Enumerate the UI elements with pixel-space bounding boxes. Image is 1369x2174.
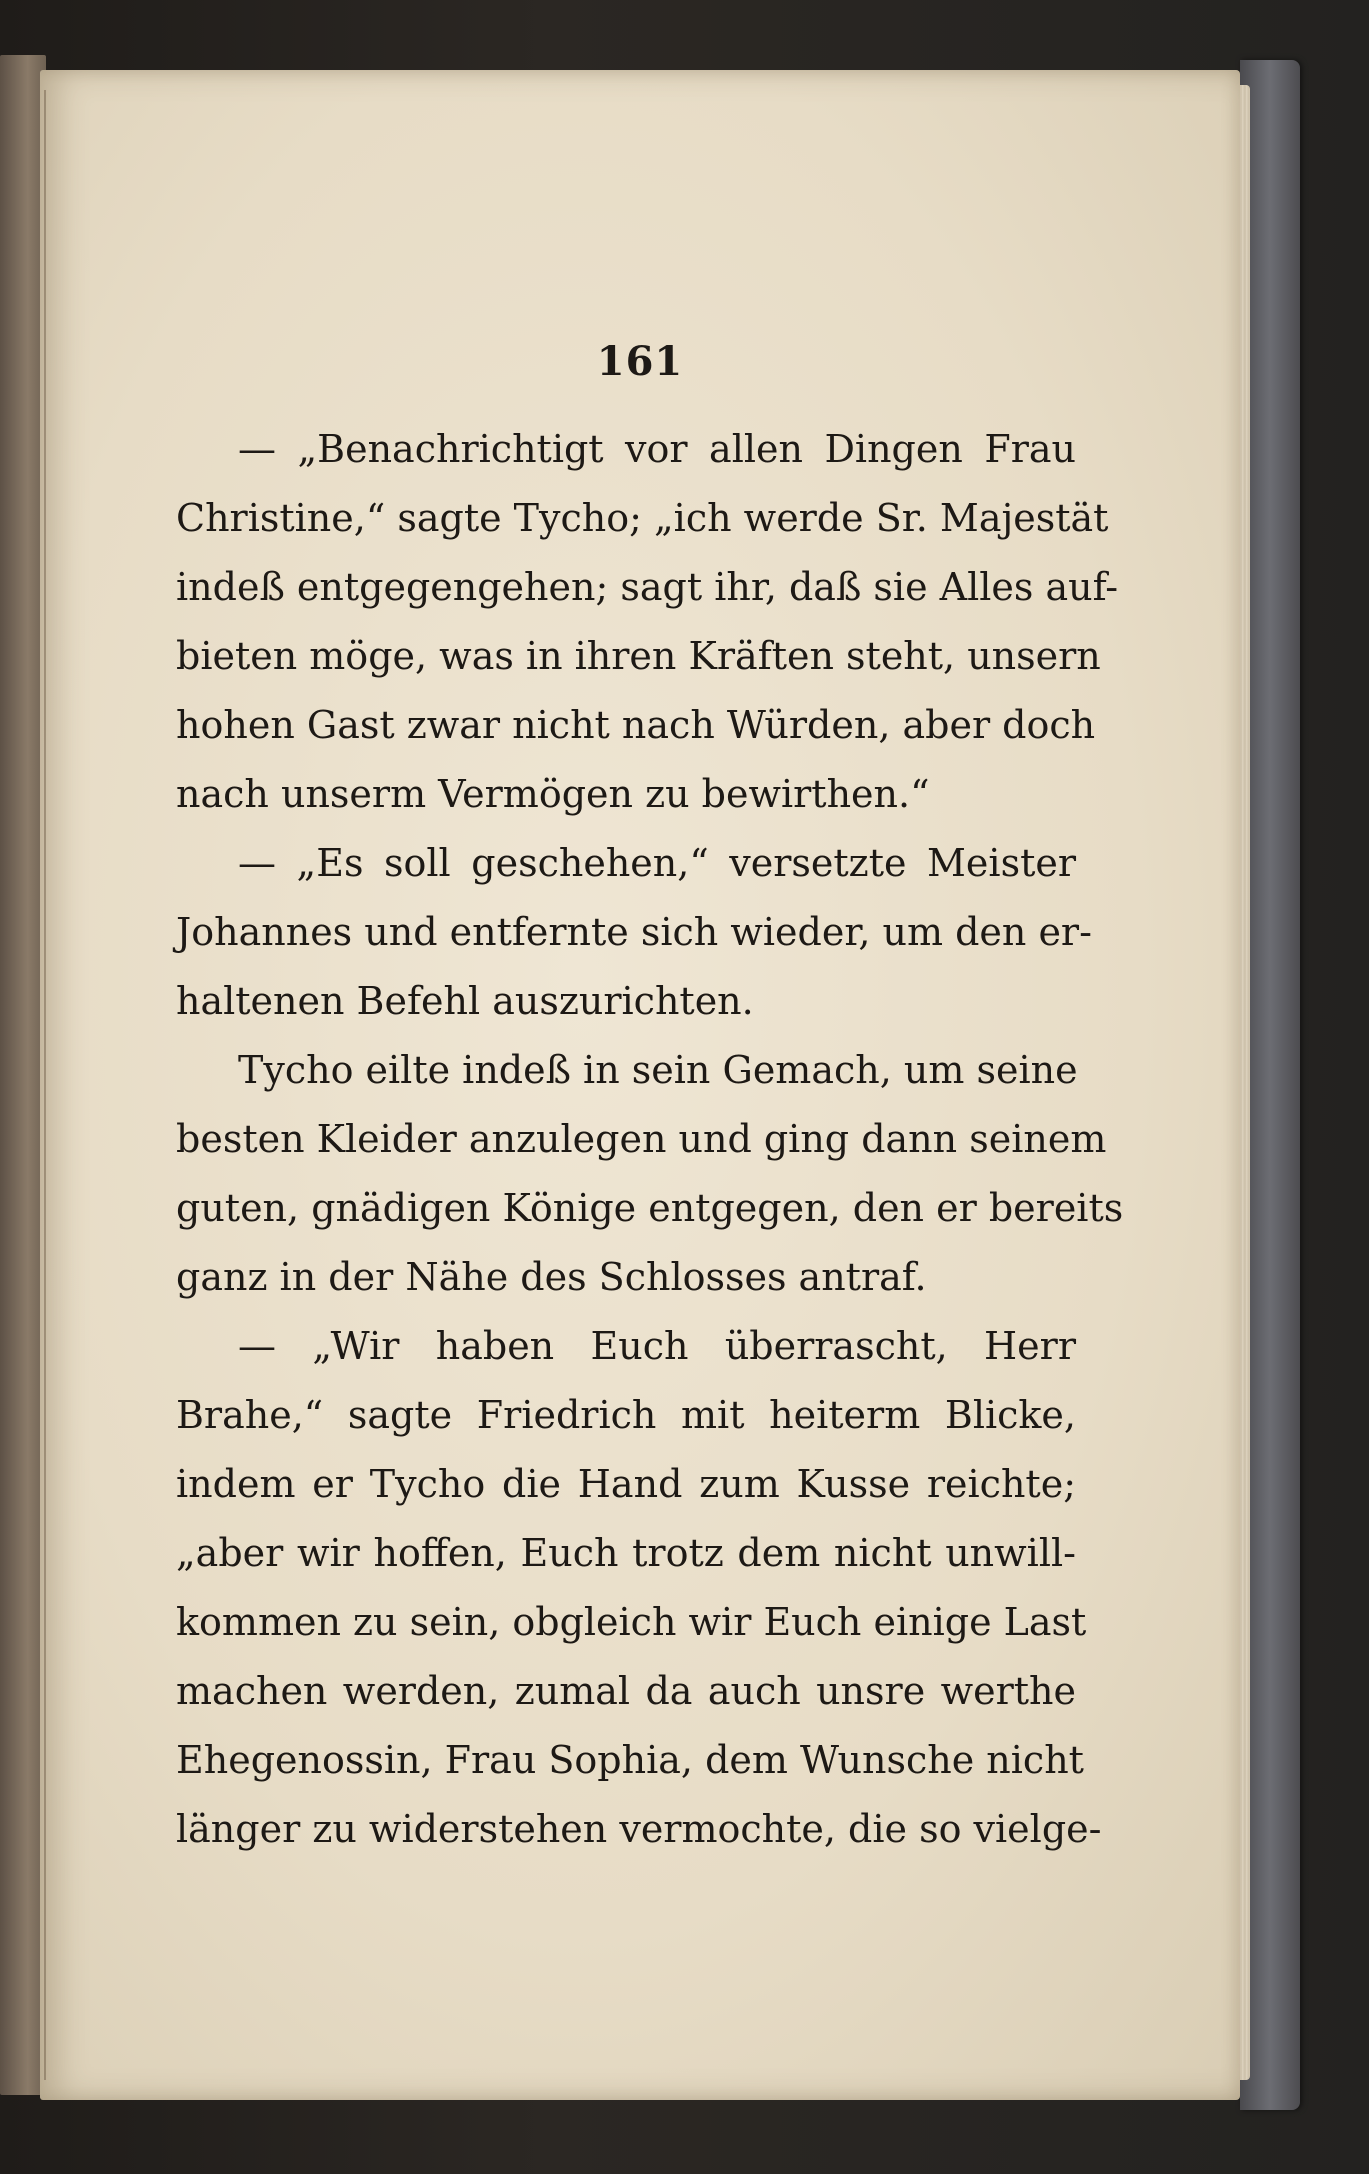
text-line: „aber wir hoffen, Euch trotz dem nicht unwill- xyxy=(176,1531,1076,1575)
text-line: bieten möge, was in ihren Kräften steht, unsern xyxy=(176,634,1101,678)
text-line: Ehegenossin, Frau Sophia, dem Wunsche nicht xyxy=(176,1738,1084,1782)
text-line: — „Benachrichtigt vor allen Dingen Frau xyxy=(238,427,1076,471)
text-line: guten, gnädigen Könige entgegen, den er bereits xyxy=(176,1186,1124,1230)
text-line: hohen Gast zwar nicht nach Würden, aber doch xyxy=(176,703,1096,747)
text-line: — „Es soll geschehen,“ versetzte Meister xyxy=(238,841,1076,885)
text-line: nach unserm Vermögen zu bewirthen.“ xyxy=(176,772,930,816)
book-page xyxy=(40,70,1240,2100)
text-line: haltenen Befehl auszurichten. xyxy=(176,979,754,1023)
text-line: Johannes und entfernte sich wieder, um den er- xyxy=(176,910,1092,954)
text-line: besten Kleider anzulegen und ging dann seinem xyxy=(176,1117,1107,1161)
text-line: ganz in der Nähe des Schlosses antraf. xyxy=(176,1255,927,1299)
text-line: kommen zu sein, obgleich wir Euch einige Last xyxy=(176,1600,1087,1644)
text-line: Brahe,“ sagte Friedrich mit heiterm Blicke, xyxy=(176,1393,1076,1437)
page-number: 161 xyxy=(596,338,684,385)
text-line: indeß entgegengehen; sagt ihr, daß sie Alles auf- xyxy=(176,565,1119,609)
text-line: machen werden, zumal da auch unsre werthe xyxy=(176,1669,1076,1713)
text-line: — „Wir haben Euch überrascht, Herr xyxy=(238,1324,1076,1368)
body-text xyxy=(176,415,1124,1864)
text-line: länger zu widerstehen vermochte, die so vielge- xyxy=(176,1807,1102,1851)
text-line: indem er Tycho die Hand zum Kusse reichte; xyxy=(176,1462,1076,1506)
text-line: Christine,“ sagte Tycho; „ich werde Sr. Majestät xyxy=(176,496,1109,540)
text-line: Tycho eilte indeß in sein Gemach, um seine xyxy=(238,1048,1078,1092)
page-gutter xyxy=(44,90,46,2080)
